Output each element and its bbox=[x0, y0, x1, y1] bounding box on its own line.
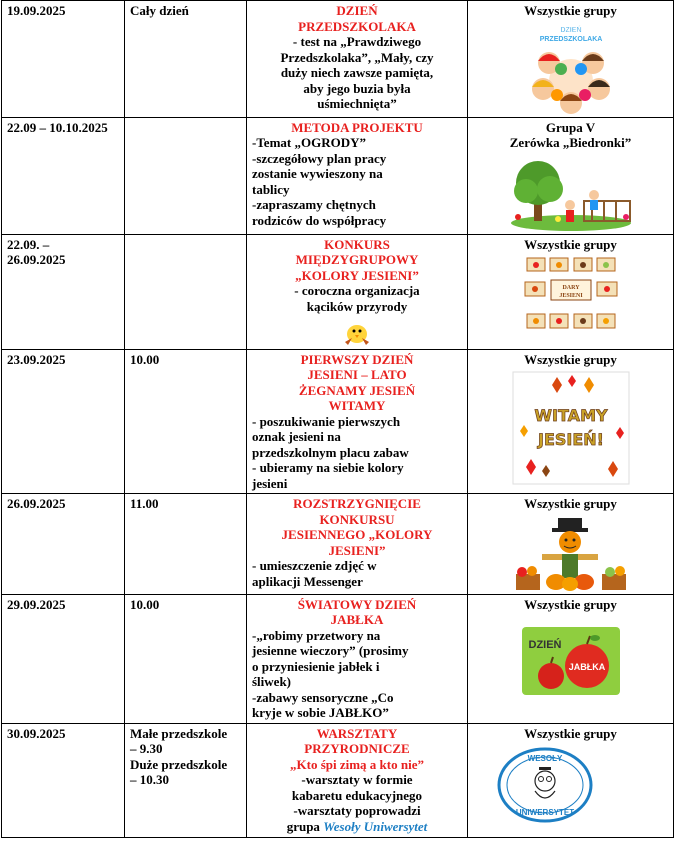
event-desc: o przyniesienie jabłek i bbox=[252, 658, 380, 674]
event-title: ROZSTRZYGNIĘCIE bbox=[293, 496, 421, 511]
table-row bbox=[2, 234, 674, 349]
image-text: JABŁKA bbox=[568, 662, 605, 672]
event-desc: przedszkolnym placu zabaw bbox=[252, 444, 409, 460]
time-cell bbox=[125, 234, 247, 349]
group-cell bbox=[468, 234, 674, 349]
date-cell: 26.09.2025 bbox=[2, 494, 125, 595]
scarecrow-illustration bbox=[512, 516, 630, 592]
group-label: Wszystkie grupy bbox=[524, 596, 617, 612]
event-desc: - coroczna organizacja bbox=[294, 283, 420, 298]
time-line: Małe przedszkole bbox=[130, 725, 228, 741]
event-desc: -warsztaty poprowadzi bbox=[293, 803, 421, 818]
image-text: WESOŁY bbox=[527, 754, 563, 763]
table-row bbox=[2, 594, 674, 723]
table-row bbox=[2, 117, 674, 234]
event-desc: kabaretu edukacyjnego bbox=[291, 787, 423, 803]
event-desc: jesienne wieczory” (prosimy bbox=[252, 643, 409, 658]
event-desc: -warsztaty w formie bbox=[301, 772, 413, 787]
garden-illustration bbox=[508, 155, 634, 231]
event-title: WITAMY bbox=[328, 398, 386, 413]
event-desc: oznak jesieni na bbox=[252, 429, 341, 444]
event-desc: - test na „Prawdziwego bbox=[292, 34, 422, 49]
event-cell bbox=[247, 1, 468, 118]
table-row bbox=[2, 349, 674, 494]
group-cell bbox=[468, 594, 674, 723]
time-cell bbox=[125, 723, 247, 837]
table-row bbox=[2, 1, 674, 118]
group-label: Wszystkie grupy bbox=[524, 351, 617, 367]
schedule-table bbox=[1, 0, 674, 838]
group-cell bbox=[468, 349, 674, 494]
event-desc: aplikacji Messenger bbox=[252, 573, 363, 589]
event-cell bbox=[247, 594, 468, 723]
event-desc: - ubieramy na siebie kolory bbox=[252, 460, 404, 475]
event-desc: tablicy bbox=[252, 181, 290, 197]
event-desc: śliwek) bbox=[252, 674, 291, 689]
event-desc: jesieni bbox=[252, 475, 288, 491]
event-title: PRZEDSZKOLAKA bbox=[298, 18, 416, 34]
event-desc-prefix: grupa bbox=[286, 818, 320, 834]
event-title: PIERWSZY DZIEŃ bbox=[300, 351, 414, 367]
event-desc: uśmiechnięta” bbox=[317, 96, 397, 111]
event-desc-last bbox=[252, 819, 462, 835]
table-row bbox=[2, 494, 674, 595]
event-title: JESIENI” bbox=[328, 542, 386, 558]
date-cell bbox=[2, 234, 125, 349]
event-cell bbox=[247, 494, 468, 595]
image-text: WITAMY bbox=[533, 406, 608, 425]
autumn-gifts-illustration bbox=[523, 256, 619, 332]
time-line: Duże przedszkole bbox=[130, 756, 228, 772]
image-text: DZIEŃ bbox=[528, 639, 561, 651]
event-title: WARSZTATY bbox=[316, 725, 398, 741]
group-cell bbox=[468, 117, 674, 234]
event-cell bbox=[247, 723, 468, 837]
event-title: MIĘDZYGRUPOWY bbox=[295, 252, 419, 267]
event-desc: zostanie wywieszony na bbox=[252, 166, 383, 181]
group-label: Wszystkie grupy bbox=[524, 236, 617, 252]
time-cell: 10.00 bbox=[125, 594, 247, 723]
group-label: Wszystkie grupy bbox=[524, 725, 617, 741]
event-desc: - umieszczenie zdjęć w bbox=[252, 558, 377, 573]
group-cell bbox=[468, 723, 674, 837]
date-line: 26.09.2025 bbox=[7, 252, 66, 267]
time-line: – 10.30 bbox=[130, 772, 169, 787]
group-label: Grupa V bbox=[545, 119, 596, 135]
group-cell bbox=[468, 1, 674, 118]
apple-day-illustration bbox=[521, 626, 621, 696]
event-cell bbox=[247, 117, 468, 234]
event-desc: rodziców do współpracy bbox=[252, 212, 387, 228]
event-title: ŚWIATOWY DZIEŃ bbox=[297, 596, 417, 612]
event-title: DZIEŃ bbox=[336, 3, 378, 18]
event-desc: -zapraszamy chętnych bbox=[252, 197, 376, 212]
chick-icon bbox=[342, 318, 372, 346]
event-title: ŻEGNAMY JESIEŃ bbox=[298, 382, 416, 398]
image-text: JESIENI bbox=[558, 293, 583, 299]
event-desc: -zabawy sensoryczne „Co bbox=[252, 689, 394, 705]
time-line: – 9.30 bbox=[130, 741, 163, 756]
group-label: Zerówka „Biedronki” bbox=[509, 135, 632, 150]
wesoly-uniwersytet-logo bbox=[495, 745, 595, 825]
preschoolers-illustration bbox=[521, 23, 621, 115]
event-title: KONKURS bbox=[324, 236, 390, 252]
date-cell: 30.09.2025 bbox=[2, 723, 125, 837]
image-text: JESIEŃ! bbox=[537, 430, 604, 449]
time-cell: Cały dzień bbox=[125, 1, 247, 118]
welcome-autumn-illustration bbox=[512, 371, 630, 485]
image-text: PRZEDSZKOLAKA bbox=[539, 35, 602, 43]
event-title: JESIENI – LATO bbox=[307, 367, 407, 382]
date-cell: 22.09 – 10.10.2025 bbox=[2, 117, 125, 234]
event-desc: -„robimy przetwory na bbox=[252, 627, 381, 643]
brand-name: Wesoły Uniwersytet bbox=[323, 818, 428, 834]
table-row bbox=[2, 723, 674, 837]
date-cell: 23.09.2025 bbox=[2, 349, 125, 494]
event-title: „Kto śpi zimą a kto nie” bbox=[290, 756, 424, 772]
group-label: Wszystkie grupy bbox=[524, 496, 617, 511]
event-title: JESIENNEGO „KOLORY bbox=[281, 527, 433, 542]
event-desc: -Temat „OGRODY” bbox=[252, 135, 366, 150]
event-title: METODA PROJEKTU bbox=[291, 119, 423, 135]
image-text: DZIEŃ bbox=[560, 26, 581, 34]
event-desc: kącików przyrody bbox=[306, 298, 408, 314]
date-line: 22.09. – bbox=[7, 236, 50, 252]
date-cell: 19.09.2025 bbox=[2, 1, 125, 118]
event-desc: -szczegółowy plan pracy bbox=[252, 150, 387, 166]
event-desc: aby jego buzia była bbox=[303, 80, 411, 96]
group-label: Wszystkie grupy bbox=[524, 3, 617, 18]
event-desc: Przedszkolaka”, „Mały, czy bbox=[280, 49, 434, 65]
event-title: „KOLORY JESIENI” bbox=[295, 267, 419, 283]
time-cell: 11.00 bbox=[125, 494, 247, 595]
event-cell bbox=[247, 349, 468, 494]
image-text: UNIWERSYTET bbox=[515, 808, 575, 817]
event-desc: - poszukiwanie pierwszych bbox=[252, 413, 401, 429]
event-desc: duży niech zawsze pamięta, bbox=[280, 65, 434, 80]
event-cell bbox=[247, 234, 468, 349]
event-desc: kryje w sobie JABŁKO” bbox=[252, 705, 389, 720]
image-text: DARY bbox=[561, 285, 580, 291]
event-title: KONKURSU bbox=[319, 511, 395, 527]
date-cell: 29.09.2025 bbox=[2, 594, 125, 723]
event-title: JABŁKA bbox=[330, 612, 384, 627]
group-cell bbox=[468, 494, 674, 595]
time-cell bbox=[125, 117, 247, 234]
event-title: PRZYRODNICZE bbox=[304, 741, 410, 756]
time-cell: 10.00 bbox=[125, 349, 247, 494]
